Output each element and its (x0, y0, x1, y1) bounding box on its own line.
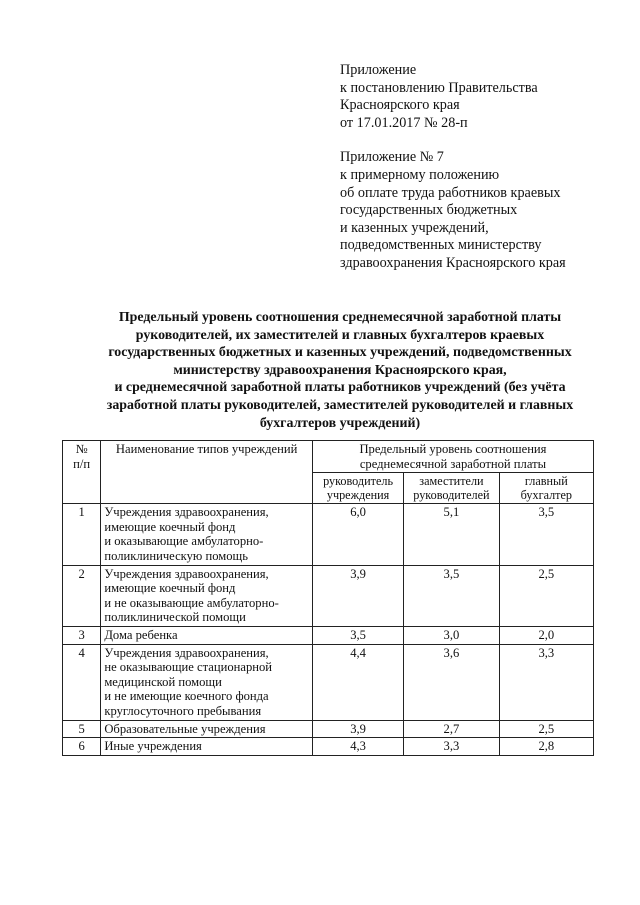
institution-type (101, 720, 313, 738)
institution-type-line: круглосуточного пребывания (104, 703, 262, 718)
institution-type-line: и оказывающие амбулаторно- (104, 534, 264, 549)
appendix-line: об оплате труда работников краевых (340, 184, 561, 201)
director-ratio: 4,4 (312, 644, 403, 720)
table-row (63, 644, 594, 720)
appendix-line: Красноярского края (340, 97, 460, 114)
appendix-line: Приложение (340, 62, 417, 78)
institution-type-line: Учреждения здравоохранения, (104, 645, 269, 660)
deputies-ratio: 3,3 (404, 738, 499, 756)
institution-type-line: имеющие коечный фонд (104, 519, 236, 534)
row-number: 3 (63, 626, 101, 644)
appendix-line: к постановлению Правительства (340, 79, 538, 96)
row-number: 6 (63, 738, 101, 756)
institution-type-line: Образовательные учреждения (104, 721, 266, 736)
table-row (63, 565, 594, 626)
institution-type-line: Дома ребенка (104, 627, 178, 642)
chief-accountant-ratio: 3,3 (499, 644, 593, 720)
appendix-line: подведомственных министерству (340, 237, 542, 254)
institution-type-line: и не оказывающие амбулаторно- (104, 595, 279, 610)
appendix-line: и казенных учреждений, (340, 219, 489, 236)
deputies-ratio: 2,7 (404, 720, 499, 738)
institution-type-line: Учреждения здравоохранения, (104, 566, 269, 581)
deputies-ratio: 3,0 (404, 626, 499, 644)
deputies-ratio: 3,5 (404, 565, 499, 626)
institution-type-line: Иные учреждения (104, 739, 202, 754)
appendix-line: Приложение № 7 (340, 149, 444, 166)
header-chief-accountant: главный бухгалтер (499, 473, 593, 504)
header-director: руководитель учреждения (312, 473, 403, 504)
director-ratio: 3,9 (312, 565, 403, 626)
institution-type (101, 504, 313, 565)
director-ratio: 4,3 (312, 738, 403, 756)
title-line: Предельный уровень соотношения среднемесячной заработной платы (118, 310, 562, 325)
institution-type-line: медицинской помощи (104, 674, 222, 689)
appendix-line: государственных бюджетных (340, 202, 518, 219)
table-header-row (63, 441, 594, 473)
chief-accountant-ratio: 2,5 (499, 565, 593, 626)
table-row (63, 626, 594, 644)
institution-type (101, 626, 313, 644)
chief-accountant-ratio: 2,0 (499, 626, 593, 644)
table-row (63, 738, 594, 756)
director-ratio: 6,0 (312, 504, 403, 565)
title-line: бухгалтеров учреждений) (259, 415, 421, 431)
table-row (63, 504, 594, 565)
row-number: 4 (63, 644, 101, 720)
header-number (63, 441, 101, 504)
appendix-line: от 17.01.2017 № 28-п (340, 114, 468, 131)
row-number: 1 (63, 504, 101, 565)
institution-type-line: имеющие коечный фонд (104, 581, 236, 596)
chief-accountant-ratio: 2,8 (499, 738, 593, 756)
institution-type (101, 738, 313, 756)
deputies-ratio: 5,1 (404, 504, 499, 565)
chief-accountant-ratio: 3,5 (499, 504, 593, 565)
institution-type (101, 644, 313, 720)
director-ratio: 3,5 (312, 626, 403, 644)
header-deputies: заместители руководителей (404, 473, 499, 504)
institution-type-line: и не имеющие коечного фонда (104, 689, 269, 704)
table-body (63, 504, 594, 756)
title-line: министерству здравоохранения Красноярского края, (173, 362, 507, 378)
header-number-line: п/п (73, 456, 91, 471)
institution-type-line: поликлиническую помощь (104, 548, 248, 563)
title-line: заработной платы руководителей, заместителей руководителей и главных (106, 397, 574, 413)
header-ratio-group: Предельный уровень соотношения среднемесячной заработной платы (312, 441, 593, 473)
salary-ratio-table (62, 440, 594, 756)
institution-type-line: не оказывающие стационарной (104, 660, 273, 675)
document-title (40, 309, 640, 432)
institution-type (101, 565, 313, 626)
row-number: 2 (63, 565, 101, 626)
appendix-spacer (340, 132, 630, 149)
institution-type-line: Учреждения здравоохранения, (104, 505, 269, 520)
table-row (63, 720, 594, 738)
title-line: и среднемесячной заработной платы работников учреждений (без учёта (114, 380, 566, 396)
title-line: руководителей, их заместителей и главных бухгалтеров краевых (135, 327, 545, 343)
appendix-block (340, 62, 630, 273)
director-ratio: 3,9 (312, 720, 403, 738)
appendix-line: здравоохранения Красноярского края (340, 254, 566, 271)
title-line: государственных бюджетных и казенных учреждений, подведомственных (108, 345, 572, 361)
appendix-line: к примерному положению (340, 166, 500, 183)
institution-type-line: поликлинической помощи (104, 610, 246, 625)
chief-accountant-ratio: 2,5 (499, 720, 593, 738)
header-number-line: № (75, 442, 88, 456)
row-number: 5 (63, 720, 101, 738)
deputies-ratio: 3,6 (404, 644, 499, 720)
header-institution-type: Наименование типов учреждений (101, 441, 313, 504)
